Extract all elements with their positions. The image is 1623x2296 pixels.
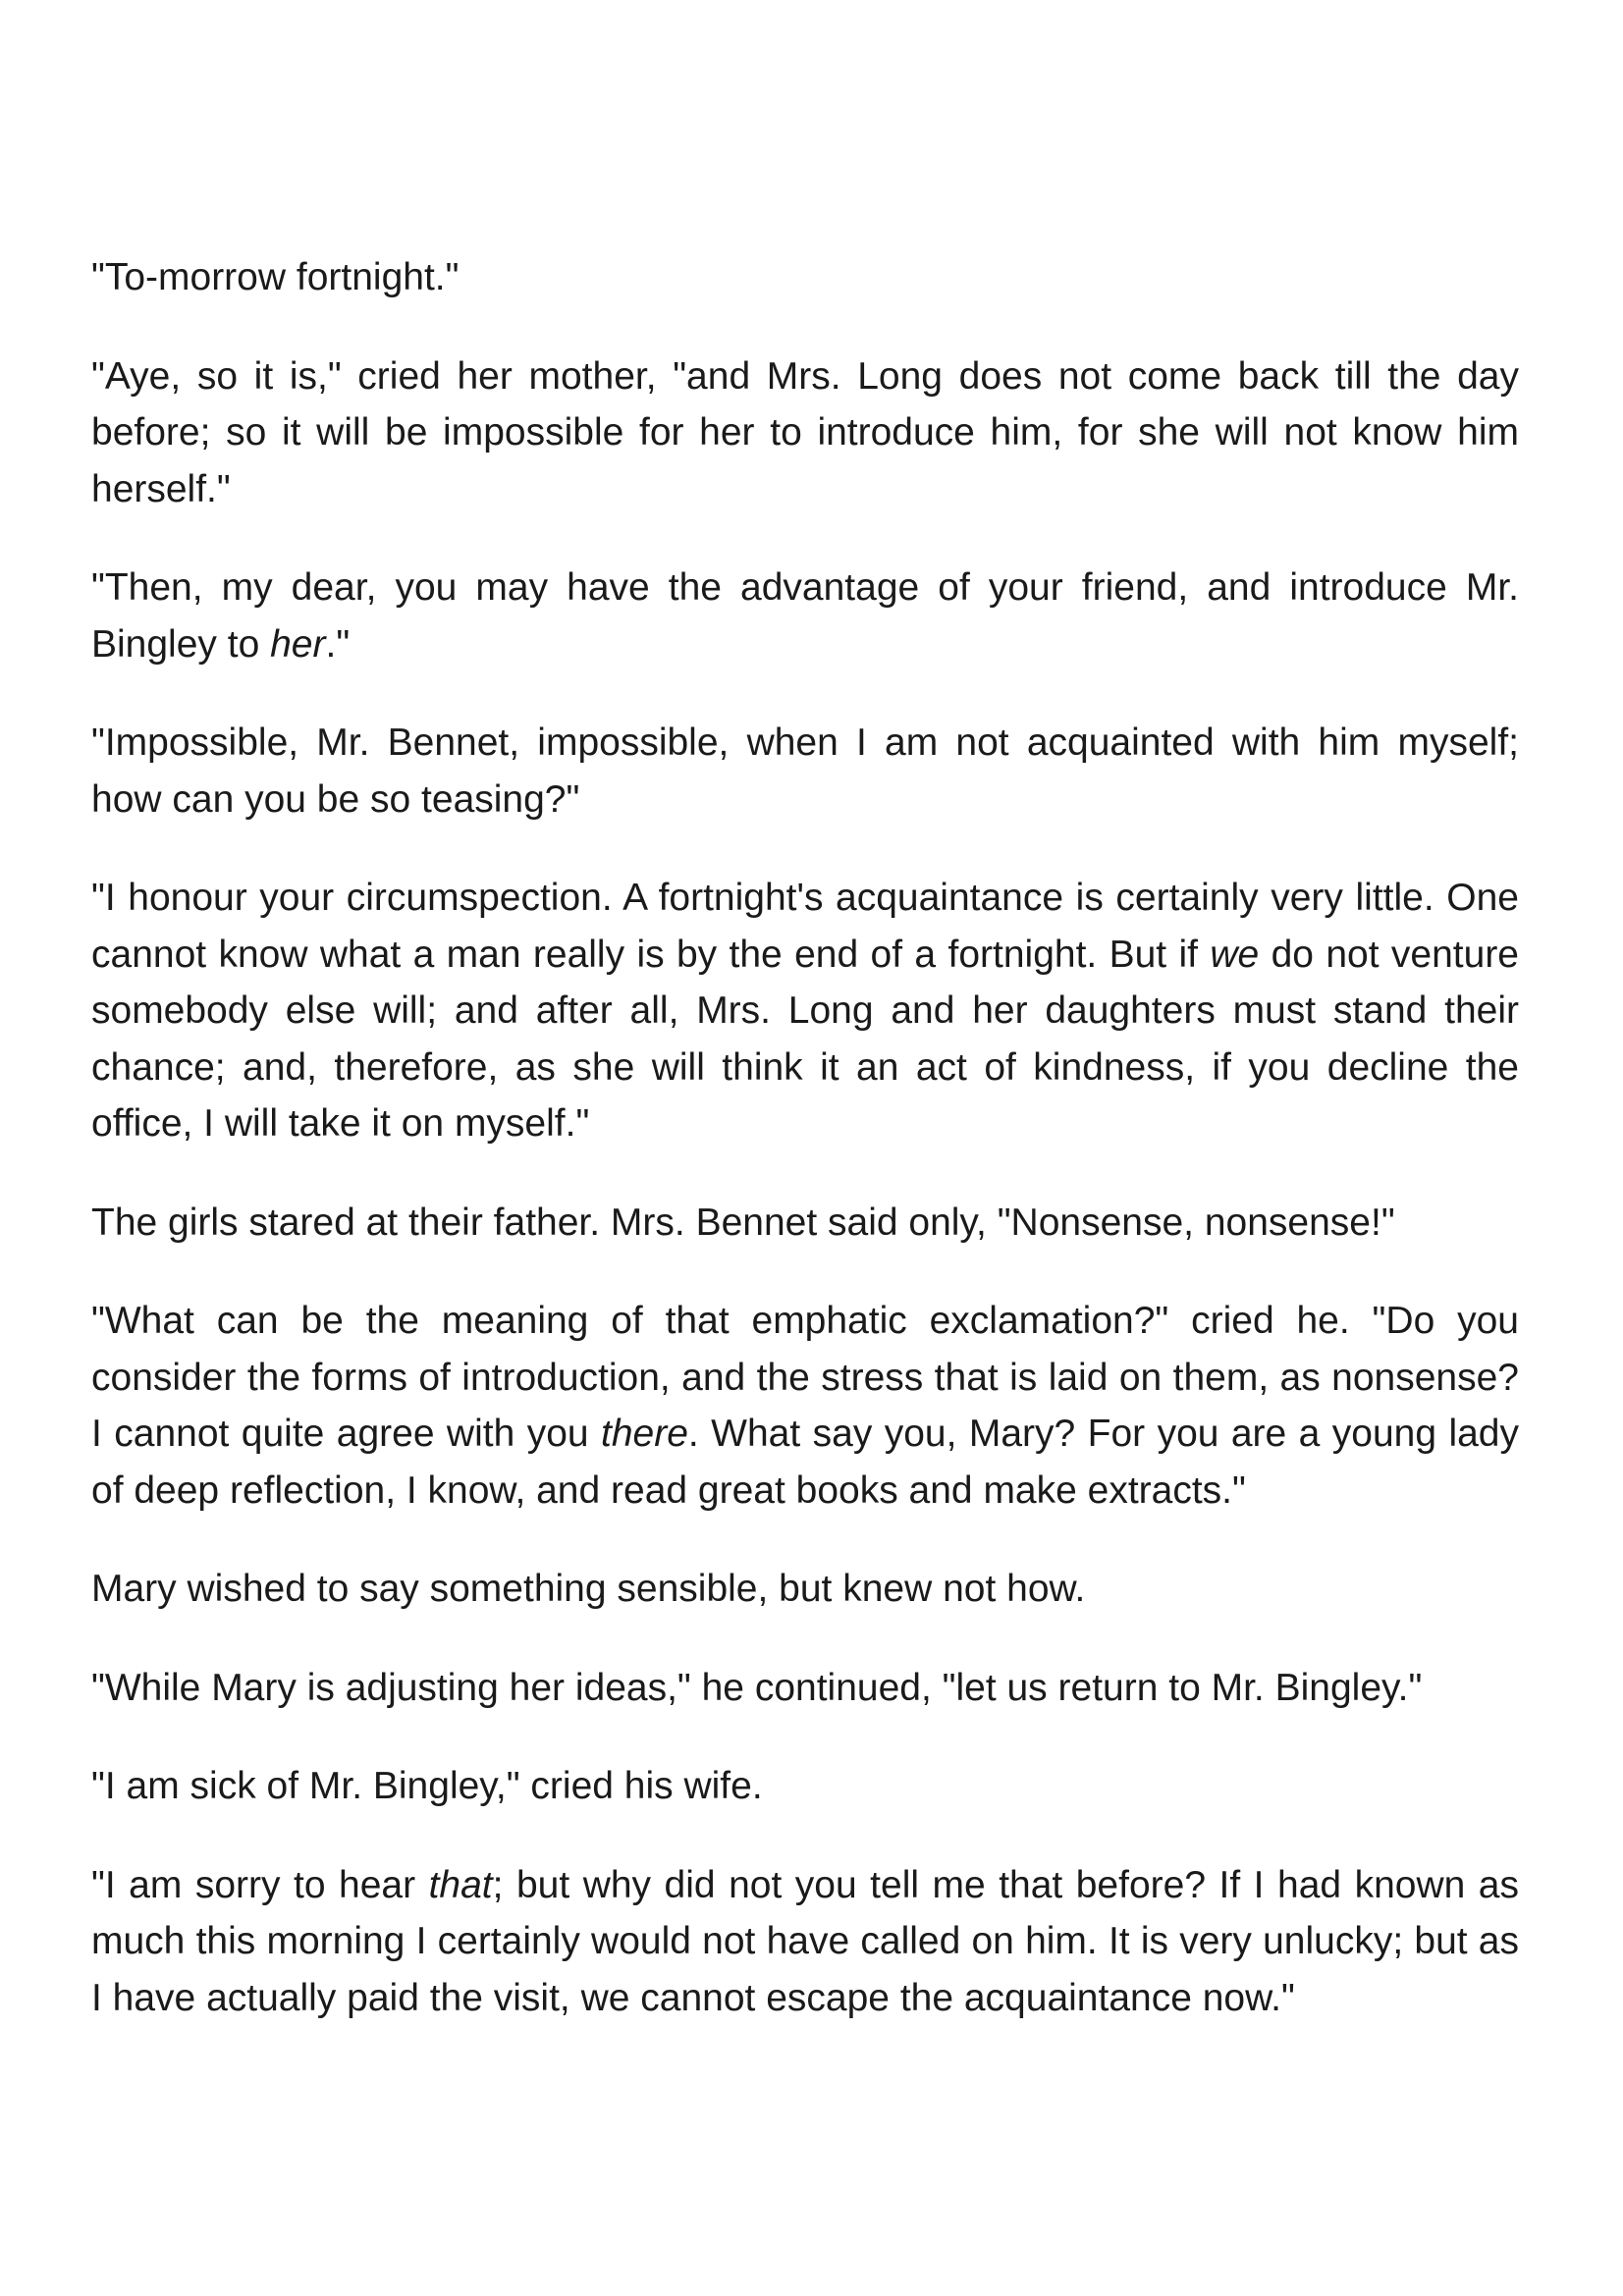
paragraph-11: [91, 1857, 1519, 2027]
paragraph-4-text: "Impossible, Mr. Bennet, impossible, when I am not acquainted with him myself; how can you be so teasing?": [91, 721, 1519, 821]
paragraph-10: [91, 1758, 1519, 1815]
paragraph-5-text-b: do not venture somebody else will; and after all, Mrs. Long and her daughters must stand their chance; and, therefore, as she will think it an act of kindness, if you decline the office, I will take it on myself.": [91, 933, 1520, 1145]
paragraph-7-text-b: . What say you, Mary? For you are a young lady of deep reflection, I know, and read great books and make extracts.": [91, 1413, 1519, 1512]
paragraph-3: [91, 560, 1519, 672]
paragraph-1: [91, 249, 1519, 306]
paragraph-5-emphasis: we: [1210, 933, 1260, 976]
paragraph-3-text-b: .": [325, 622, 351, 666]
document-page: [91, 249, 1519, 2068]
paragraph-1-text: "To-morrow fortnight.": [91, 256, 460, 298]
paragraph-5-text-a: "I honour your circumspection. A fortnight's acquaintance is certainly very little. One cannot know what a man really is by the end of a fortnight. But if: [91, 877, 1519, 976]
paragraph-8: [91, 1561, 1519, 1618]
paragraph-3-emphasis: her: [270, 622, 326, 666]
paragraph-5: [91, 870, 1519, 1152]
paragraph-9: [91, 1660, 1519, 1717]
paragraph-4: [91, 715, 1519, 828]
paragraph-6: [91, 1195, 1519, 1252]
paragraph-8-text: Mary wished to say something sensible, but knew not how.: [91, 1568, 1086, 1610]
paragraph-7-emphasis: there: [601, 1413, 688, 1455]
paragraph-11-emphasis: that: [428, 1863, 493, 1906]
paragraph-2: [91, 348, 1519, 518]
paragraph-7-text-a: "What can be the meaning of that emphatic exclamation?" cried he. "Do you consider the forms of introduction, and the stress that is laid on them, as nonsense? I cannot quite agree with you: [91, 1300, 1519, 1455]
paragraph-2-text: "Aye, so it is," cried her mother, "and Mrs. Long does not come back till the day before; so it will be impossible for her to introduce him, for she will not know him herself.": [91, 354, 1519, 510]
paragraph-3-text-a: "Then, my dear, you may have the advantage of your friend, and introduce Mr. Bingley to: [91, 566, 1519, 666]
paragraph-9-text: "While Mary is adjusting her ideas," he continued, "let us return to Mr. Bingley.": [91, 1666, 1423, 1709]
paragraph-7: [91, 1293, 1519, 1519]
paragraph-6-text: The girls stared at their father. Mrs. Bennet said only, "Nonsense, nonsense!": [91, 1201, 1395, 1244]
paragraph-11-text-b: ; but why did not you tell me that before? If I had known as much this morning I certainly would not have called on him. It is very unlucky; but as I have actually paid the visit, we cannot escape the acquaintance now.": [91, 1863, 1519, 2019]
paragraph-11-text-a: "I am sorry to hear: [91, 1863, 429, 1906]
paragraph-10-text: "I am sick of Mr. Bingley," cried his wife.: [91, 1765, 763, 1807]
